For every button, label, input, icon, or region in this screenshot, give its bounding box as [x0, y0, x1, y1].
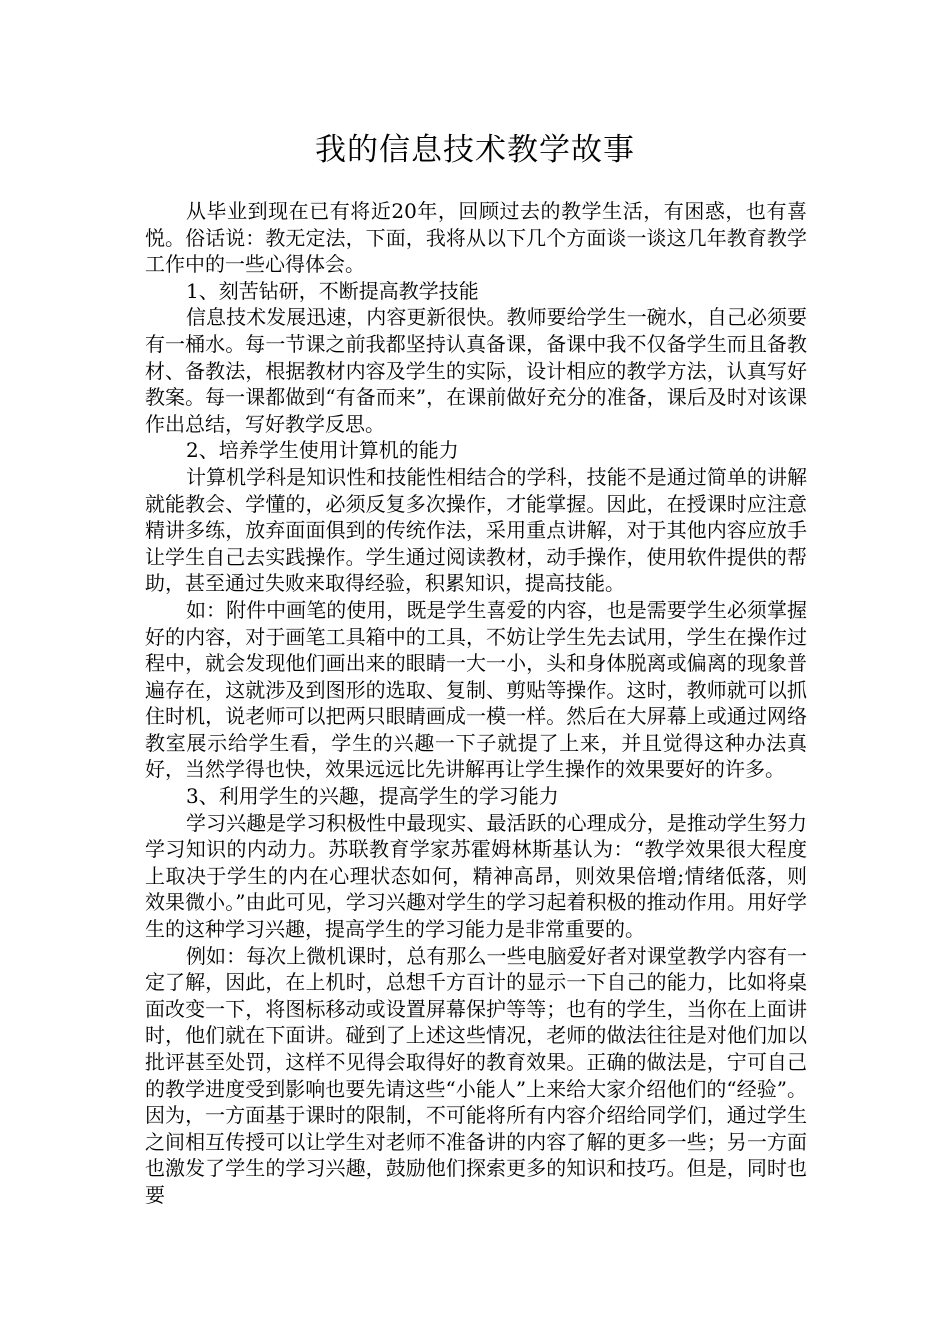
body-paragraph: 计算机学科是知识性和技能性相结合的学科，技能不是通过简单的讲解就能教会、学懂的，必须反复多次操作，才能掌握。因此，在授课时应注意精讲多练，放弃面面俱到的传统作法，采用重点讲解，对于其他内容应放手让学生自己去实践操作。学生通过阅读教材，动手操作，使用软件提供的帮助，甚至通过失败来取得经验，积累知识，提高技能。: [145, 464, 807, 596]
document-body: [145, 198, 807, 1209]
document-title: 我的信息技术教学故事: [315, 132, 635, 168]
section-heading-2: 2、培养学生使用计算机的能力: [186, 438, 459, 463]
body-paragraph: 信息技术发展迅速，内容更新很快。教师要给学生一碗水，自己必须要有一桶水。每一节课之前我都坚持认真备课，备课中我不仅备学生而且备教材、备教法，根据教材内容及学生的实际，设计相应的教学方法，认真写好教案。每一课都做到“有备而来”，在课前做好充分的准备，课后及时对该课作出总结，写好教学反思。: [145, 305, 807, 436]
body-paragraph: 例如：每次上微机课时，总有那么一些电脑爱好者对课堂教学内容有一定了解，因此，在上机时，总想千方百计的显示一下自己的能力，比如将桌面改变一下，将图标移动或设置屏幕保护等等；也有的学生，当你在上面讲时，他们就在下面讲。碰到了上述这些情况，老师的做法往往是对他们加以批评甚至处罚，这样不见得会取得好的教育效果。正确的做法是，宁可自己的教学进度受到影响也要先请这些“小能人”上来给大家介绍他们的“经验”。因为，一方面基于课时的限制，不可能将所有内容介绍给同学们，通过学生之间相互传授可以让学生对老师不准备讲的内容了解的更多一些；另一方面也激发了学生的学习兴趣，鼓励他们探索更多的知识和技巧。但是，同时也要: [145, 943, 807, 1207]
section-heading-1: 1、刻苦钻研，不断提高教学技能: [186, 278, 479, 303]
section-heading-3: 3、利用学生的兴趣，提高学生的学习能力: [186, 784, 559, 809]
body-paragraph: 学习兴趣是学习积极性中最现实、最活跃的心理成分，是推动学生努力学习知识的内动力。苏联教育学家苏霍姆林斯基认为：“教学效果很大程度上取决于学生的内在心理状态如何，精神高昂，则效果倍增;情绪低落，则效果微小。”由此可见，学习兴趣对学生的学习起着积极的推动作用。用好学生的这种学习兴趣，提高学生的学习能力是非常重要的。: [145, 810, 807, 942]
body-paragraph: 如：附件中画笔的使用，既是学生喜爱的内容，也是需要学生必须掌握好的内容，对于画笔工具箱中的工具，不妨让学生先去试用，学生在操作过程中，就会发现他们画出来的眼睛一大一小，头和身体脱离或偏离的现象普遍存在，这就涉及到图形的选取、复制、剪贴等操作。这时，教师就可以抓住时机，说老师可以把两只眼睛画成一模一样。然后在大屏幕上或通过网络教室展示给学生看，学生的兴趣一下子就提了上来，并且觉得这种办法真好，当然学得也快，效果远远比先讲解再让学生操作的效果要好的许多。: [145, 597, 807, 782]
intro-paragraph: 从毕业到现在已有将近20年，回顾过去的教学生活，有困惑，也有喜悦。俗话说：教无定法，下面，我将从以下几个方面谈一谈这几年教育教学工作中的一些心得体会。: [145, 199, 807, 277]
